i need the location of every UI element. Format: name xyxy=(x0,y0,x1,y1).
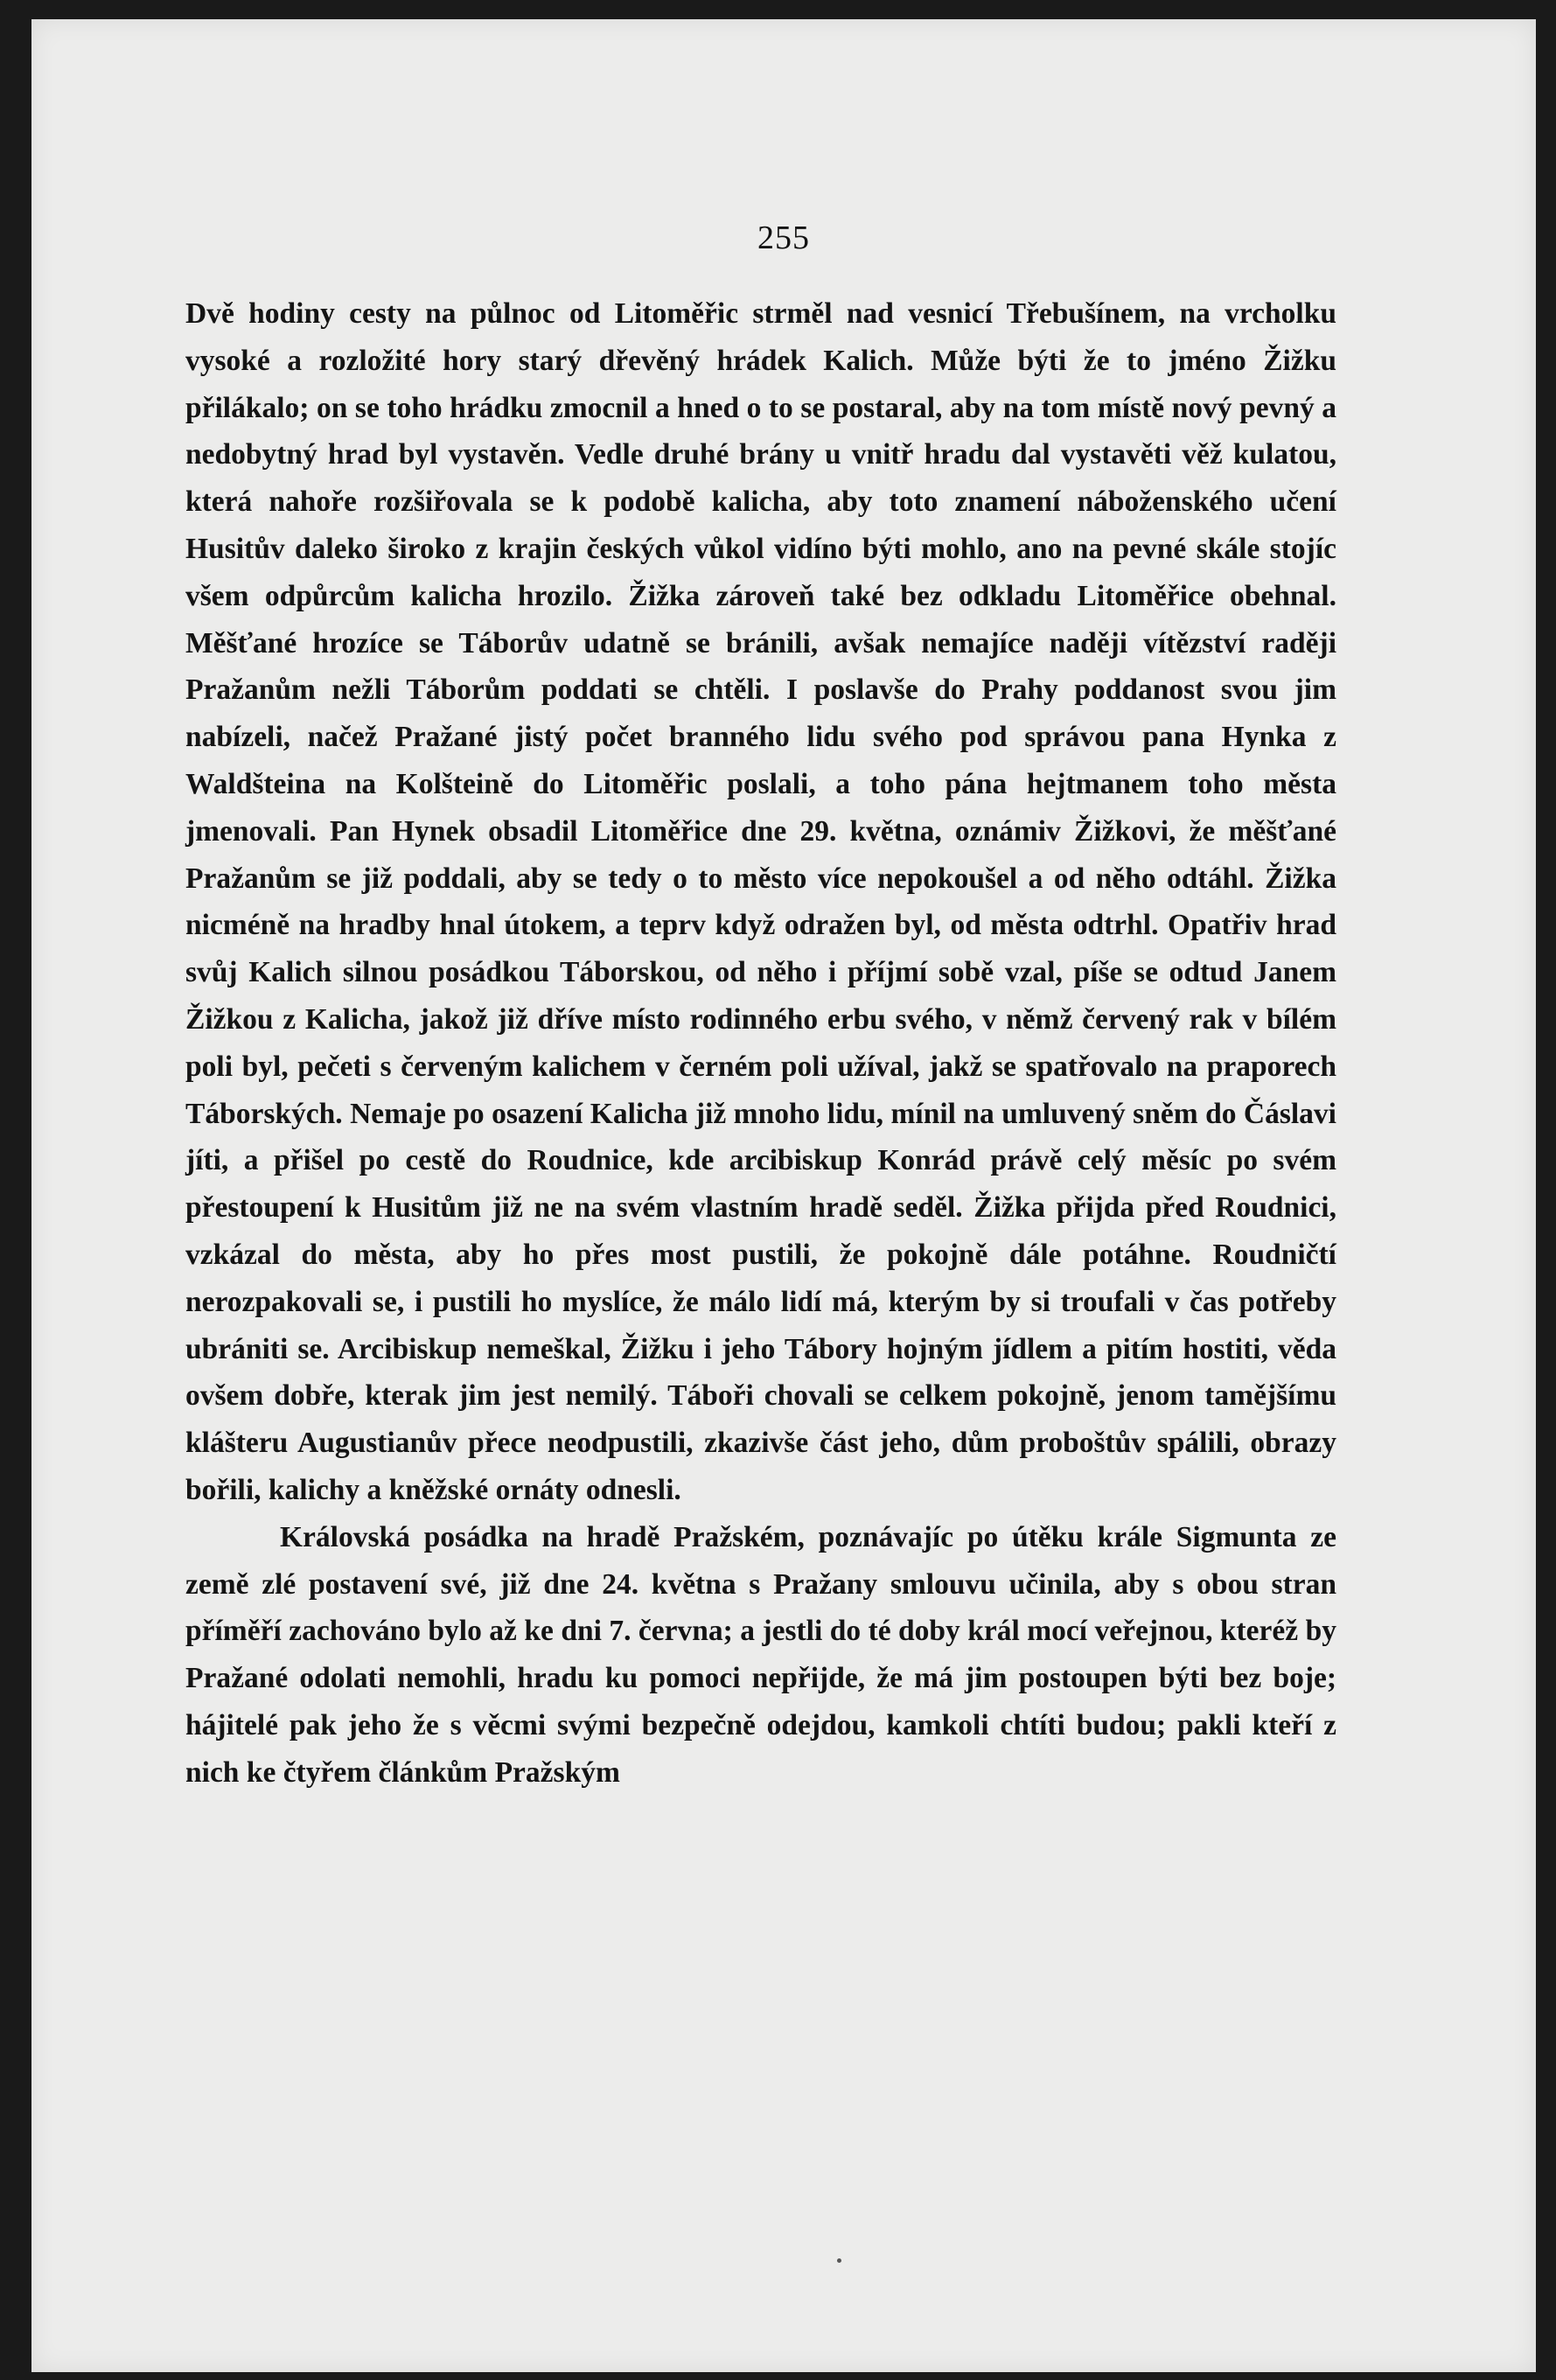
paper-speck xyxy=(837,2258,841,2263)
book-page xyxy=(31,19,1536,2372)
page-number: 255 xyxy=(757,220,810,256)
body-text xyxy=(185,290,1336,1797)
paragraph-1: Dvě hodiny cesty na půlnoc od Litoměřic strměl nad vesnicí Třebušínem, na vrcholku vysoké a rozložité hory starý dřevěný hrádek Kalich. Může býti že to jméno Žižku přilákalo; on se toho hrádku zmocnil a hned o to se postaral, aby na tom místě nový pevný a nedobytný hrad byl vystavěn. Vedle druhé brány u vnitř hradu dal vystavěti věž kulatou, která nahoře rozšiřovala se k podobě kalicha, aby toto znamení náboženského učení Husitův daleko široko z krajin českých vůkol vidíno býti mohlo, ano na pevné skále stojíc všem odpůrcům kalicha hrozilo. Žižka zároveň také bez odkladu Litoměřice obehnal. Měšťané hrozíce se Táborův udatně se bránili, avšak nemajíce naději vítězství raději Pražanům nežli Táborům poddati se chtěli. I poslavše do Prahy poddanost svou jim nabízeli, načež Pražané jistý počet branného lidu svého pod správou pana Hynka z Waldšteina na Kolšteině do Litoměřic poslali, a toho pána hejtmanem toho města jmenovali. Pan Hynek obsadil Litoměřice dne 29. května, oznámiv Žižkovi, že měšťané Pražanům se již poddali, aby se tedy o to město více nepokoušel a od něho odtáhl. Žižka nicméně na hradby hnal útokem, a teprv když odražen byl, od města odtrhl. Opatřiv hrad svůj Kalich silnou posádkou Táborskou, od něho i příjmí sobě vzal, píše se odtud Janem Žižkou z Kalicha, jakož již dříve místo rodinného erbu svého, v němž červený rak v bílém poli byl, pečeti s červeným kalichem v černém poli užíval, jakž se spatřovalo na praporech Táborských. Nemaje po osazení Kalicha již mnoho lidu, mínil na umluvený sněm do Čáslavi jíti, a přišel po cestě do Roudnice, kde arcibiskup Konrád právě celý měsíc po svém přestoupení k Husitům již ne na svém vlastním hradě seděl. Žižka přijda před Roudnici, vzkázal do města, aby ho přes most pustili, že pokojně dále potáhne. Roudničtí nerozpakovali se, i pustili ho myslíce, že málo lidí má, kterým by si troufali v čas potřeby ubrániti se. Arcibiskup nemeškal, Žižku i jeho Tábory hojným jídlem a pitím hostiti, věda ovšem dobře, kterak jim jest nemilý. Táboři chovali se celkem pokojně, jenom tamějšímu klášteru Augustianův přece neodpustili, zkazivše část jeho, dům proboštův spálili, obrazy bořili, kalichy a kněžské ornáty odnesli. xyxy=(185,297,1336,1506)
paragraph-2: Královská posádka na hradě Pražském, poznávajíc po útěku krále Sigmunta ze země zlé postavení své, již dne 24. května s Pražany smlouvu učinila, aby s obou stran příměří zachováno bylo až ke dni 7. června; a jestli do té doby král mocí veřejnou, kteréž by Pražané odolati nemohli, hradu ku pomoci nepřijde, že má jim postoupen býti bez boje; hájitelé pak jeho že s věcmi svými bezpečně odejdou, kamkoli chtíti budou; pakli kteří z nich ke čtyřem článkům Pražským xyxy=(185,1520,1336,1789)
